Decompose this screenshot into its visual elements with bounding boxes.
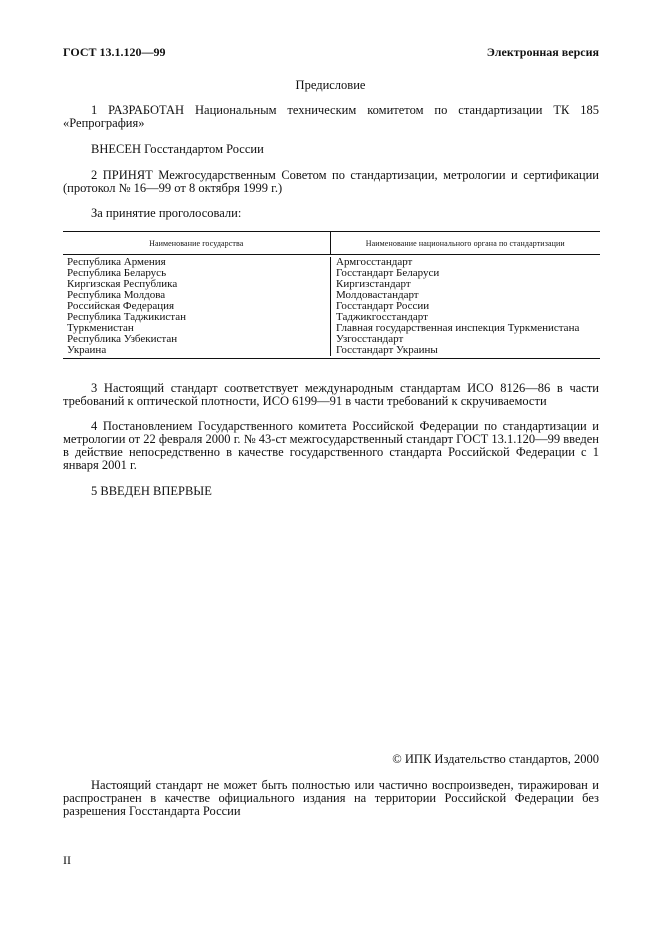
paragraph-introduced: ВНЕСЕН Госстандартом России	[91, 142, 264, 156]
table-cell-state: Киргизская Республика	[67, 278, 178, 290]
header-state: Наименование государства	[149, 238, 244, 248]
page-title: Предисловие	[295, 78, 366, 92]
document-code: ГОСТ 13.1.120—99	[63, 45, 166, 59]
paragraph-compliance: 3 Настоящий стандарт соответствует международным стандартам ИСО 8126—86 в части требований к оптической плотности, ИСО 6199—91 в части требований к скручиваемости	[63, 381, 599, 408]
copyright-notice: © ИПК Издательство стандартов, 2000	[392, 752, 599, 766]
table-cell-state: Республика Армения	[67, 256, 166, 268]
table-cell-state: Туркменистан	[67, 322, 134, 334]
table-cell-body: Таджикгосстандарт	[336, 311, 428, 323]
table-cell-body: Госстандарт Беларуси	[336, 267, 440, 279]
table-cell-state: Республика Таджикистан	[67, 311, 186, 323]
column-national-bodies	[330, 257, 600, 356]
table-cell-state: Украина	[67, 344, 107, 356]
table-cell-body: Молдовастандарт	[336, 289, 419, 301]
table-cell-state: Республика Узбекистан	[67, 333, 178, 345]
table-cell-body: Узгосстандарт	[336, 333, 404, 345]
table-cell-state: Республика Беларусь	[67, 267, 167, 279]
table-header	[63, 232, 600, 255]
table-body	[63, 255, 600, 358]
table-cell-body: Госстандарт Украины	[336, 344, 438, 356]
voting-table	[63, 231, 600, 359]
paragraph-reproduction-notice: Настоящий стандарт не может быть полностью или частично воспроизведен, тиражирован и распространен в качестве официального издания на территории Российской Федерации без разрешения Госстандарта России	[63, 778, 599, 818]
table-cell-body: Главная государственная инспекция Туркменистана	[336, 322, 580, 334]
paragraph-voted: За принятие проголосовали:	[91, 206, 242, 220]
table-cell-body: Киргизстандарт	[336, 278, 411, 290]
paragraph-developed: 1 РАЗРАБОТАН Национальным техническим комитетом по стандартизации ТК 185 «Репрография»	[63, 103, 599, 130]
paragraph-resolution: 4 Постановлением Государственного комитета Российской Федерации по стандартизации и метрологии от 22 февраля 2000 г. № 43-ст межгосударственный стандарт ГОСТ 13.1.120—99 введен в действие непосредственно в качестве государственного стандарта Российской Федерации с 1 января 2001 г.	[63, 419, 599, 472]
paragraph-first-introduced: 5 ВВЕДЕН ВПЕРВЫЕ	[91, 484, 212, 498]
table-cell-body: Армгосстандарт	[336, 256, 413, 268]
table-cell-state: Республика Молдова	[67, 289, 166, 301]
page-number: II	[63, 853, 71, 867]
header-national-body: Наименование национального органа по стандартизации	[330, 232, 601, 254]
edition-label: Электронная версия	[486, 45, 599, 59]
paragraph-adopted: 2 ПРИНЯТ Межгосударственным Советом по стандартизации, метрологии и сертификации (протокол № 16—99 от 8 октября 1999 г.)	[63, 168, 599, 195]
table-cell-body: Госстандарт России	[336, 300, 430, 312]
column-states	[63, 257, 330, 356]
table-cell-state: Российская Федерация	[67, 300, 175, 312]
